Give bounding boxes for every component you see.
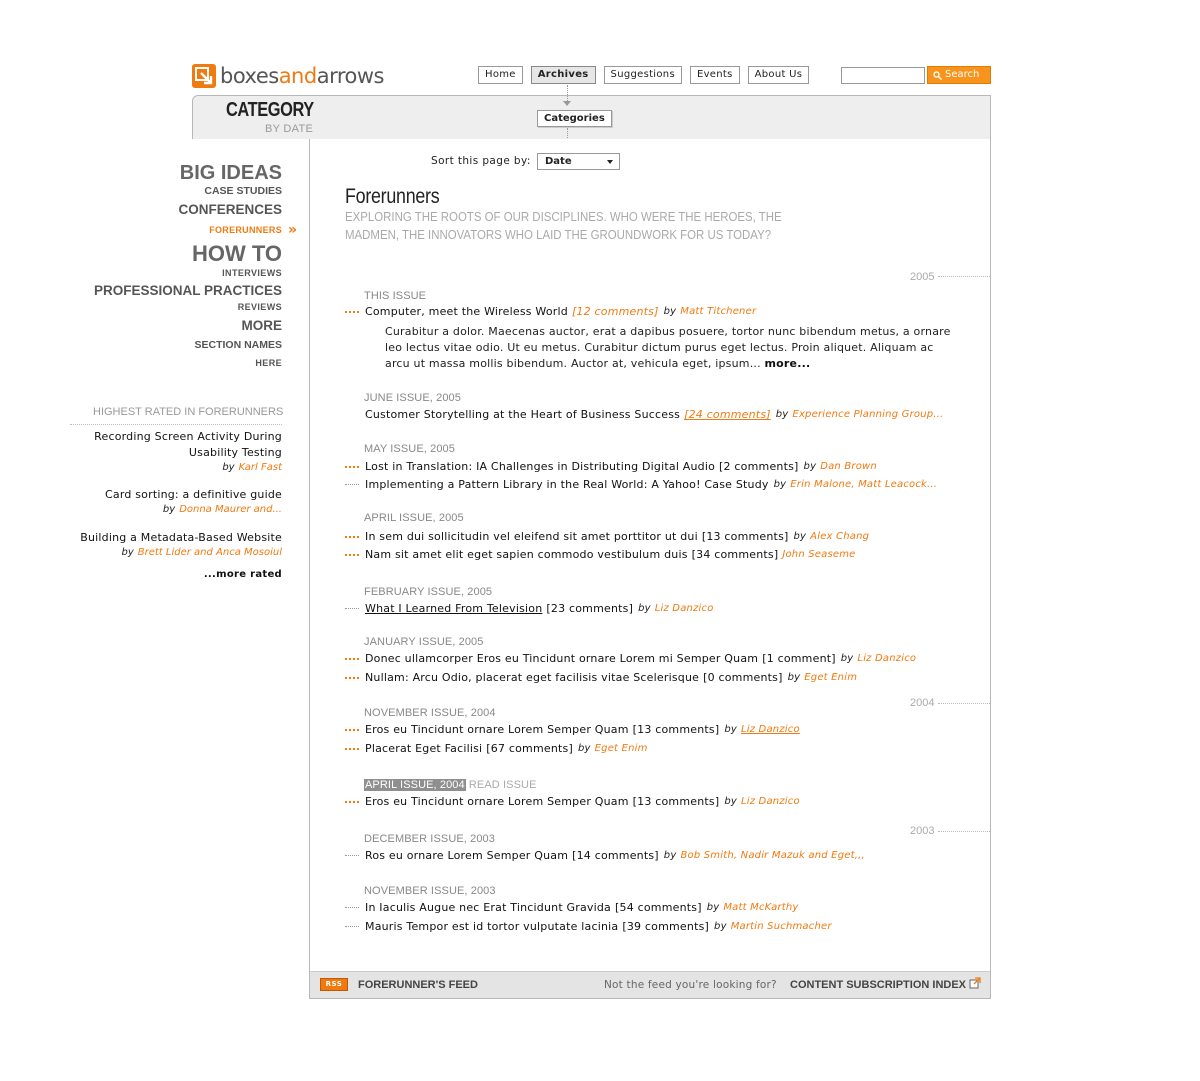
bullet-dash-icon: [345, 855, 359, 856]
issue-heading: DECEMBER ISSUE, 2003: [364, 833, 495, 845]
category-title: CATEGORY: [226, 99, 314, 121]
site-logo[interactable]: [192, 63, 384, 89]
article-row: [345, 477, 937, 492]
article-by: by: [787, 672, 801, 683]
article-title-link[interactable]: Eros eu Tincidunt ornare Lorem Semper Quam: [365, 795, 629, 808]
nav-home-button[interactable]: Home: [478, 66, 523, 84]
connector-arrow-icon: [563, 101, 571, 106]
article-title-link[interactable]: Nam sit amet elit eget sapien commodo vestibulum duis: [365, 548, 688, 561]
feed-question: Not the feed you're looking for?: [604, 979, 777, 991]
highest-rated-author-link[interactable]: Brett Lider and Anca Mosoiul: [137, 547, 282, 558]
article-by: by: [706, 902, 720, 913]
article-row: [345, 459, 877, 474]
nav-archives-button[interactable]: Archives: [531, 66, 596, 84]
highest-rated-byline: [122, 547, 283, 558]
article-author-link[interactable]: Eget Enim: [804, 672, 858, 683]
sidebar-item-interviews[interactable]: INTERVIEWS: [222, 268, 282, 278]
issue-heading: JUNE ISSUE, 2005: [364, 392, 461, 404]
article-title-link[interactable]: Nullam: Arcu Odio, placerat eget facilisis vitae Scelerisque: [365, 671, 700, 684]
article-comments-link[interactable]: [14 comments]: [572, 849, 659, 862]
categories-button[interactable]: Categories: [537, 110, 612, 127]
year-marker: 2005: [910, 271, 935, 283]
year-divider: [938, 831, 990, 832]
year-marker: 2003: [910, 825, 935, 837]
article-title-link[interactable]: Donec ullamcorper Eros eu Tincidunt ornare Lorem mi Semper Quam: [365, 652, 759, 665]
magnifier-icon: [933, 71, 942, 80]
article-author-link[interactable]: Eget Enim: [594, 743, 648, 754]
year-divider: [938, 276, 990, 277]
article-row: [365, 407, 943, 422]
article-author-link[interactable]: John Seaseme: [782, 549, 856, 560]
issue-heading: FEBRUARY ISSUE, 2005: [364, 586, 493, 598]
sidebar-item-how-to[interactable]: HOW TO: [191, 241, 282, 266]
bullet-dash-icon: [345, 926, 359, 927]
article-comments-link[interactable]: [0 comments]: [703, 671, 783, 684]
article-comments-link[interactable]: [24 comments]: [684, 408, 771, 421]
article-comments-link[interactable]: [13 comments]: [632, 723, 720, 736]
article-title-link[interactable]: In Iaculis Augue nec Erat Tincidunt Gravida: [365, 901, 612, 914]
article-row: [345, 651, 916, 666]
sort-select[interactable]: [537, 153, 620, 170]
sidebar-item-case-studies[interactable]: CASE STUDIES: [204, 185, 282, 197]
excerpt-text: Curabitur a dolor. Maecenas auctor, erat a dapibus posuere, tortor nunc bibendum metus, a ornare leo lectus vitae odio. Ut eu metus. Curabitur dictum purus eget lectus. Proin aliquet. Aliquam ac arcu ut massa mollis bibendum. Auctor at, vehicula eget, ipsum...: [385, 325, 951, 370]
article-author-link[interactable]: Dan Brown: [820, 461, 877, 472]
article-title-link[interactable]: Ros eu ornare Lorem Semper Quam: [365, 849, 569, 862]
sidebar-item-forerunners[interactable]: FORERUNNERS: [209, 225, 282, 235]
more-rated-link[interactable]: ...more rated: [203, 569, 282, 580]
rss-button[interactable]: RSS: [320, 978, 348, 991]
article-by: by: [773, 479, 787, 490]
article-title-link[interactable]: Mauris Tempor est id tortor vulputate lacinia: [365, 920, 619, 933]
sidebar-item-more[interactable]: MORE: [241, 318, 282, 333]
external-link-icon[interactable]: [969, 977, 981, 989]
article-author-link[interactable]: Liz Danzico: [740, 724, 800, 735]
main-content-panel: [309, 139, 991, 999]
article-comments-link[interactable]: [54 comments]: [615, 901, 702, 914]
issue-heading: JANUARY ISSUE, 2005: [364, 636, 484, 648]
read-issue-link[interactable]: READ ISSUE: [468, 779, 537, 791]
subscription-index-link[interactable]: CONTENT SUBSCRIPTION INDEX: [790, 979, 967, 991]
bullet-dash-icon: [345, 729, 359, 731]
nav-suggestions-button[interactable]: Suggestions: [604, 66, 682, 84]
article-comments-link[interactable]: [34 comments]: [691, 548, 779, 561]
article-excerpt: [385, 324, 960, 372]
sort-selected-value: Date: [545, 156, 572, 167]
article-row: [345, 794, 800, 809]
article-row: [345, 601, 714, 616]
double-chevron-right-icon: »: [288, 222, 298, 238]
sidebar-item-conferences[interactable]: CONFERENCES: [178, 202, 282, 217]
bullet-dash-icon: [345, 907, 359, 908]
year-marker: 2004: [910, 697, 935, 709]
article-row: [345, 547, 856, 562]
sidebar-item-reviews[interactable]: REVIEWS: [237, 302, 282, 312]
article-comments-link[interactable]: [2 comments]: [719, 460, 799, 473]
highest-rated-byline: [163, 504, 282, 515]
feed-name-link[interactable]: FORERUNNER'S FEED: [358, 979, 478, 991]
article-by: by: [714, 921, 727, 932]
article-author-link[interactable]: Erin Malone, Matt Leacock...: [790, 479, 938, 490]
search-input[interactable]: [841, 67, 925, 84]
divider: [70, 424, 282, 425]
article-title-link[interactable]: In sem dui sollicitudin vel eleifend sit amet porttitor ut dui: [365, 530, 698, 543]
article-by: by: [840, 653, 854, 664]
article-title-link[interactable]: Placerat Eget Facilisi: [365, 742, 483, 755]
highest-rated-heading: HIGHEST RATED IN FORERUNNERS: [93, 406, 284, 418]
article-by: by: [663, 306, 677, 317]
highest-rated-title-link[interactable]: Recording Screen Activity During Usability Testing: [94, 430, 282, 459]
sort-label: Sort this page by:: [431, 155, 531, 167]
article-comments-link[interactable]: [13 comments]: [632, 795, 720, 808]
article-author-link[interactable]: Matt McKarthy: [723, 902, 799, 913]
sidebar-item-professional-practices[interactable]: PROFESSIONAL PRACTICES: [93, 283, 282, 298]
article-row: [345, 722, 800, 737]
article-author-link[interactable]: Bob Smith, Nadir Mazuk and Eget,,,: [680, 850, 865, 861]
article-title-link[interactable]: Implementing a Pattern Library in the Real World: A Yahoo! Case Study: [365, 478, 769, 491]
article-author-link[interactable]: Alex Chang: [810, 531, 870, 542]
bullet-dash-icon: [345, 748, 359, 750]
highest-rated-byline: [222, 462, 282, 473]
highest-rated-author-link[interactable]: Donna Maurer and...: [179, 504, 282, 515]
excerpt-more-link[interactable]: more...: [764, 357, 811, 370]
article-row: [345, 529, 869, 544]
issue-heading: APRIL ISSUE, 2005: [364, 512, 464, 524]
section-title: Forerunners: [345, 185, 440, 208]
article-by: by: [803, 461, 817, 472]
year-divider: [938, 703, 990, 704]
article-comments-link[interactable]: [12 comments]: [571, 305, 659, 318]
main-nav: [478, 66, 817, 84]
article-title-link[interactable]: Computer, meet the Wireless World: [365, 305, 568, 318]
article-author-link[interactable]: Liz Danzico: [857, 653, 917, 664]
bullet-dash-icon: [345, 658, 359, 660]
article-comments-link[interactable]: [67 comments]: [486, 742, 573, 755]
logo-arrow-icon: [192, 64, 216, 88]
sidebar-item-big-ideas[interactable]: BIG IDEAS: [179, 162, 282, 184]
article-by: by: [724, 724, 737, 735]
article-by: by: [793, 531, 807, 542]
article-row: [345, 919, 832, 934]
highest-rated-by: by: [222, 462, 235, 473]
article-title-link[interactable]: Eros eu Tincidunt ornare Lorem Semper Quam: [365, 723, 629, 736]
highest-rated-by: by: [162, 504, 176, 515]
bullet-dash-icon: [345, 608, 359, 609]
article-author-link[interactable]: Matt Titchener: [680, 306, 757, 317]
chevron-down-icon: [607, 160, 613, 164]
issue-heading: [364, 779, 537, 791]
article-by: by: [577, 743, 591, 754]
article-comments-link[interactable]: [23 comments]: [546, 602, 634, 615]
search-button[interactable]: [927, 66, 991, 84]
article-author-link[interactable]: Liz Danzico: [654, 603, 714, 614]
bullet-dash-icon: [345, 677, 359, 679]
article-by: by: [724, 796, 737, 807]
bullet-dash-icon: [345, 801, 359, 803]
article-title-link[interactable]: Customer Storytelling at the Heart of Business Success: [365, 408, 681, 421]
bullet-dash-icon: [345, 536, 359, 538]
article-comments-link[interactable]: [13 comments]: [701, 530, 789, 543]
article-by: by: [663, 850, 677, 861]
nav-events-button[interactable]: Events: [690, 66, 740, 84]
bullet-dash-icon: [345, 484, 359, 485]
logo-wordmark: boxesandarrows: [220, 64, 384, 88]
highest-rated-title-link[interactable]: Card sorting: a definitive guide: [105, 488, 282, 501]
article-author-link[interactable]: Experience Planning Group...: [792, 409, 944, 420]
article-row: [345, 741, 648, 756]
article-row: [345, 900, 798, 915]
issue-heading: NOVEMBER ISSUE, 2004: [364, 707, 496, 719]
article-row: [345, 670, 857, 685]
highest-rated-title-link[interactable]: Building a Metadata-Based Website: [80, 531, 282, 544]
article-row: [345, 848, 865, 863]
article-title-link[interactable]: What I Learned From Television: [365, 602, 543, 615]
bullet-dash-icon: [345, 554, 359, 556]
connector-line: [567, 85, 568, 101]
article-by: by: [638, 603, 651, 614]
article-author-link[interactable]: Liz Danzico: [740, 796, 800, 807]
article-comments-link[interactable]: [39 comments]: [622, 920, 710, 933]
bullet-dash-icon: [345, 311, 359, 313]
nav-about-button[interactable]: About Us: [748, 66, 810, 84]
bullet-dash-icon: [345, 466, 359, 468]
issue-heading-highlight[interactable]: APRIL ISSUE, 2004: [365, 779, 465, 791]
issue-heading: THIS ISSUE: [364, 290, 427, 302]
issue-heading: NOVEMBER ISSUE, 2003: [364, 885, 496, 897]
sidebar-item-here[interactable]: HERE: [255, 358, 282, 368]
article-comments-link[interactable]: [1 comment]: [762, 652, 836, 665]
highest-rated-by: by: [121, 547, 134, 558]
sidebar-item-section-names[interactable]: SECTION NAMES: [194, 339, 282, 351]
article-title-link[interactable]: Lost in Translation: IA Challenges in Distributing Digital Audio: [365, 460, 716, 473]
section-description: EXPLORING THE ROOTS OF OUR DISCIPLINES. WHO WERE THE HEROES, THE MADMEN, THE INNOVATORS WHO LAID THE GROUNDWORK FOR US TODAY?: [345, 209, 782, 242]
category-subtitle: BY DATE: [265, 123, 314, 135]
search-button-label: Search: [945, 69, 980, 80]
article-author-link[interactable]: Martin Suchmacher: [730, 921, 832, 932]
article-by: by: [775, 409, 789, 420]
issue-heading: MAY ISSUE, 2005: [364, 443, 455, 455]
highest-rated-author-link[interactable]: Karl Fast: [238, 462, 282, 473]
article-row: [345, 304, 756, 319]
